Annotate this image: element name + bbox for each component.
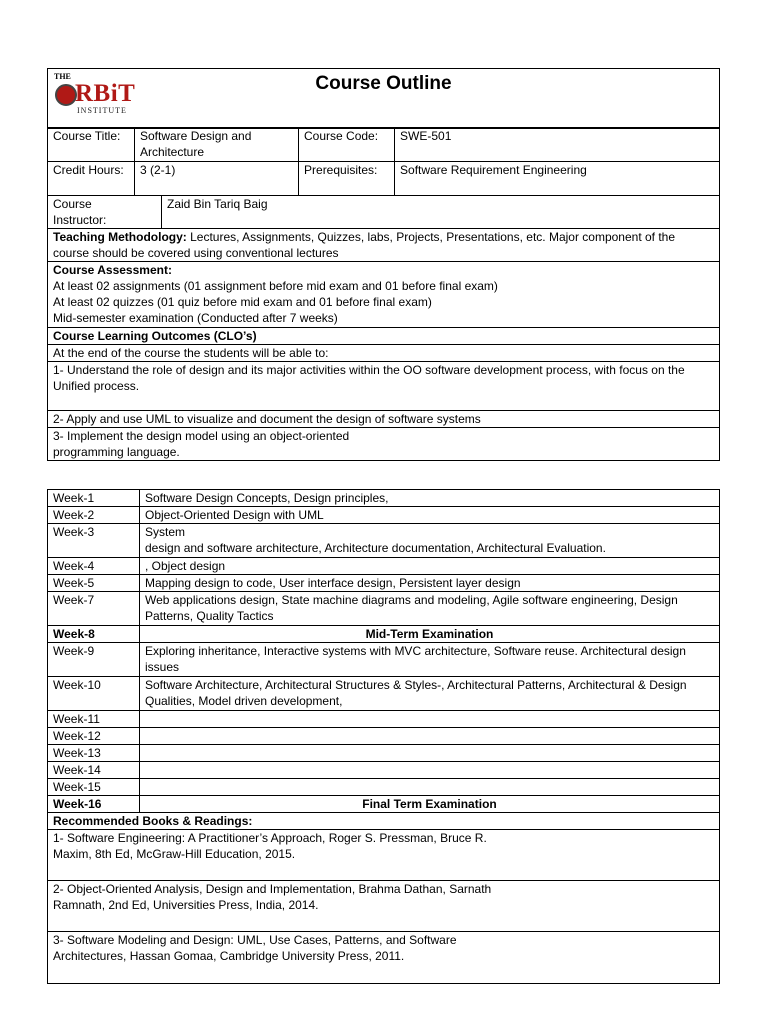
course-assessment	[48, 262, 720, 328]
week-topic: Final Term Examination	[140, 796, 720, 813]
book-item: 3- Software Modeling and Design: UML, Use Cases, Patterns, and Software Architectures, Hassan Gomaa, Cambridge University Press, 2011.	[48, 932, 720, 984]
instructor-value: Zaid Bin Tariq Baig	[162, 196, 720, 229]
schedule-row	[48, 643, 720, 677]
week-topic: Web applications design, State machine diagrams and modeling, Agile software engineering, Design Patterns, Quality Tactics	[140, 592, 720, 626]
schedule-row	[48, 626, 720, 643]
week-label: Week-15	[48, 779, 140, 796]
week-topic	[140, 711, 720, 728]
teaching-value: Lectures, Assignments, Quizzes, labs, Projects, Presentations, etc. Major component of the course should be covered using conventional lectures	[53, 230, 676, 260]
week-label: Week-10	[48, 677, 140, 711]
schedule-row	[48, 677, 720, 711]
clo-item: 1- Understand the role of design and its major activities within the OO software development process, with focus on the Unified process.	[48, 362, 720, 411]
week-label: Week-2	[48, 507, 140, 524]
week-label: Week-16	[48, 796, 140, 813]
course-title-value: Software Design and Architecture	[135, 128, 299, 162]
prerequisites-value: Software Requirement Engineering	[395, 162, 720, 196]
page-title: Course Outline	[315, 73, 452, 94]
schedule-row	[48, 796, 720, 813]
week-label: Week-12	[48, 728, 140, 745]
week-label: Week-13	[48, 745, 140, 762]
schedule-row	[48, 745, 720, 762]
week-topic: Software Design Concepts, Design principles,	[140, 490, 720, 507]
week-topic	[140, 779, 720, 796]
week-label: Week-4	[48, 558, 140, 575]
schedule-row	[48, 779, 720, 796]
week-label: Week-9	[48, 643, 140, 677]
instructor-label: Course Instructor:	[48, 196, 162, 229]
logo-the-text: THE	[54, 72, 71, 81]
credit-hours-value: 3 (2-1)	[135, 162, 299, 196]
week-topic	[140, 728, 720, 745]
course-title-label: Course Title:	[48, 128, 135, 162]
prerequisites-label: Prerequisites:	[299, 162, 395, 196]
week-topic	[140, 762, 720, 779]
week-label: Week-1	[48, 490, 140, 507]
schedule-row	[48, 524, 720, 558]
books-heading: Recommended Books & Readings:	[48, 813, 720, 830]
week-topic: System design and software architecture, Architecture documentation, Architectural Evaluation.	[140, 524, 720, 558]
schedule-row	[48, 490, 720, 507]
teaching-label: Teaching Methodology:	[53, 230, 187, 244]
clo-item: 3- Implement the design model using an object-oriented programming language.	[48, 428, 720, 461]
schedule-row	[48, 592, 720, 626]
logo-wordmark: RBiT	[75, 80, 136, 107]
schedule-row	[48, 711, 720, 728]
week-topic: Mid-Term Examination	[140, 626, 720, 643]
schedule-row	[48, 762, 720, 779]
logo-institute-text: INSTITUTE	[77, 106, 127, 115]
assessment-label: Course Assessment:	[53, 263, 172, 277]
week-topic: Software Architecture, Architectural Structures & Styles-, Architectural Patterns, Architectural & Design Qualities, Model driven development,	[140, 677, 720, 711]
assessment-line: At least 02 quizzes (01 quiz before mid exam and 01 before final exam)	[53, 295, 432, 309]
schedule-row	[48, 575, 720, 592]
weekly-schedule-table	[47, 489, 720, 984]
credit-hours-label: Credit Hours:	[48, 162, 135, 196]
schedule-row	[48, 507, 720, 524]
week-label: Week-11	[48, 711, 140, 728]
document-header	[47, 68, 720, 129]
book-item: 1- Software Engineering: A Practitioner’s Approach, Roger S. Pressman, Bruce R. Maxim, 8th Ed, McGraw-Hill Education, 2015.	[48, 830, 720, 881]
week-topic: , Object design	[140, 558, 720, 575]
week-topic: Mapping design to code, User interface design, Persistent layer design	[140, 575, 720, 592]
week-label: Week-8	[48, 626, 140, 643]
teaching-methodology	[48, 229, 720, 262]
week-topic: Object-Oriented Design with UML	[140, 507, 720, 524]
week-label: Week-3	[48, 524, 140, 558]
clo-intro: At the end of the course the students will be able to:	[48, 345, 720, 362]
week-topic	[140, 745, 720, 762]
week-topic: Exploring inheritance, Interactive systems with MVC architecture, Software reuse. Architectural design issues	[140, 643, 720, 677]
assessment-line: At least 02 assignments (01 assignment before mid exam and 01 before final exam)	[53, 279, 498, 293]
schedule-row	[48, 728, 720, 745]
course-code-value: SWE-501	[395, 128, 720, 162]
assessment-line: Mid-semester examination (Conducted after 7 weeks)	[53, 311, 338, 325]
week-label: Week-5	[48, 575, 140, 592]
schedule-row	[48, 558, 720, 575]
week-label: Week-14	[48, 762, 140, 779]
clo-heading: Course Learning Outcomes (CLO’s)	[48, 328, 720, 345]
course-info-table	[47, 127, 720, 461]
book-item: 2- Object-Oriented Analysis, Design and Implementation, Brahma Dathan, Sarnath Ramnath, 2nd Ed, Universities Press, India, 2014.	[48, 881, 720, 932]
clo-item: 2- Apply and use UML to visualize and document the design of software systems	[48, 411, 720, 428]
week-label: Week-7	[48, 592, 140, 626]
course-code-label: Course Code:	[299, 128, 395, 162]
